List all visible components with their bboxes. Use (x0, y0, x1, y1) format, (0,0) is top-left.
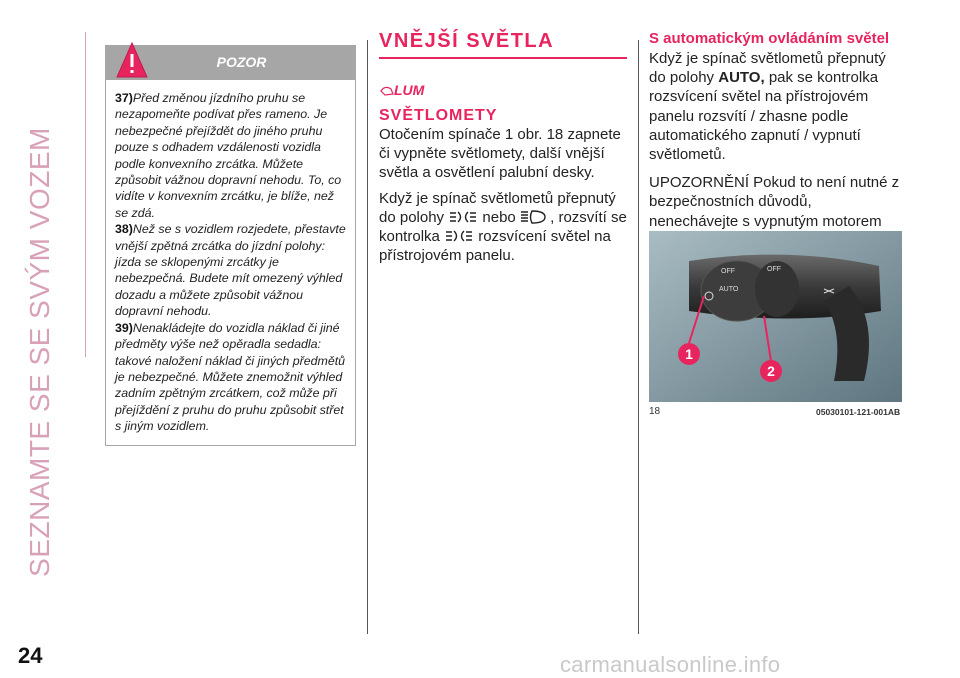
warning-item-number: 37) (115, 91, 133, 105)
switch-off-label: OFF (721, 268, 735, 275)
subheading: SVĚTLOMETY (379, 107, 498, 124)
column-divider-right (638, 40, 639, 634)
paragraph-text: pak se kontrolka rozsvícení světel na přístrojovém panelu rozsvítí / zhasne podle automatického zapnutí / vypnutí světlometů. (649, 69, 879, 164)
right-heading: S automatickým ovládáním světel (649, 30, 890, 47)
switch-off-label: OFF (767, 266, 781, 273)
warning-box (105, 45, 356, 446)
warning-item-number: 38) (115, 222, 133, 237)
section-heading: VNĚJŠÍ SVĚTLA (379, 30, 555, 52)
paragraph (649, 49, 904, 164)
warning-item-text: Nenakládejte do vozidla náklad či jiné předměty výše než opěradla sedadla: takové naložení náklad či jiných předmětů je nebezpečné. Můžete znemožnit výhled zadním zpětným zrcátkem, což může při přejíždění z pruhu do pruhu způsobit střet s jiným vozidlem. (115, 320, 346, 434)
callout-2-label: 2 (767, 363, 775, 379)
middle-column (379, 30, 629, 265)
paragraph: Otočením spínače 1 obr. 18 zapnete či vypněte světlomety, další vnější světla a osvětlení palubní desky. (379, 126, 621, 182)
column-divider-left (367, 40, 368, 634)
warning-item (115, 221, 348, 319)
warning-header (105, 45, 356, 80)
warning-item-text: Před změnou jízdního pruhu se nezapomeňte podívat přes rameno. Je nebezpečné přejíždět do jiného pruhu pouze s odhadem vzdálenosti vozidla podle konvexního zrcátka. Můžete způsobit vážnou dopravní nehodu. To, co vidíte v konvexním zrcátku, je blíže, než se zdá. (115, 91, 342, 220)
position-lights-icon (448, 209, 478, 225)
warning-item (115, 90, 348, 221)
paragraph-text: , rozsvítí se kontrolka (379, 208, 627, 246)
lum-icon-text: LUM (394, 82, 425, 98)
page-number: 24 (18, 643, 43, 668)
callout-1-label: 1 (685, 346, 693, 362)
section-side-title-text: SEZNAMTE SE SE SVÝM VOZEM (24, 127, 55, 577)
watermark: carmanualsonline.info (560, 652, 781, 677)
warning-item-number: 39) (115, 320, 133, 335)
paragraph-text: Když je spínač světlometů přepnutý do polohy (379, 189, 616, 226)
figure-number: 18 (649, 406, 661, 417)
paragraph (379, 189, 629, 266)
switch-auto-label: AUTO (719, 286, 739, 293)
auto-label: AUTO, (718, 69, 765, 87)
heading-rule (379, 57, 627, 59)
light-switch-figure (649, 231, 902, 402)
paragraph-text: nebo (482, 208, 516, 226)
side-divider-line (85, 32, 86, 357)
warning-item-text: Než se s vozidlem rozjedete, přestavte vnější zpětná zrcátka do jízdní polohy: jízda se sklopenými zrcátky je nebezpečná. Budete mít omezený výhled dozadu a můžete způsobit vážnou dopravní nehodu. (115, 222, 346, 319)
paragraph: UPOZORNĚNÍ Pokud to není nutné z bezpečnostních důvodů, nenechávejte s vypnutým motorem (649, 174, 900, 230)
paragraph-text: Když je spínač světlometů přepnutý do polohy (649, 50, 886, 87)
warning-title: POZOR (216, 54, 267, 70)
lum-icon (379, 81, 629, 97)
headlight-icon (520, 209, 546, 225)
warning-item (115, 320, 348, 435)
figure-code: 05030101-121-001AB (816, 407, 901, 417)
paragraph-text: rozsvícení světel na přístrojovém panelu. (379, 228, 611, 265)
warning-body (105, 80, 356, 446)
lights-indicator-icon (444, 228, 474, 244)
